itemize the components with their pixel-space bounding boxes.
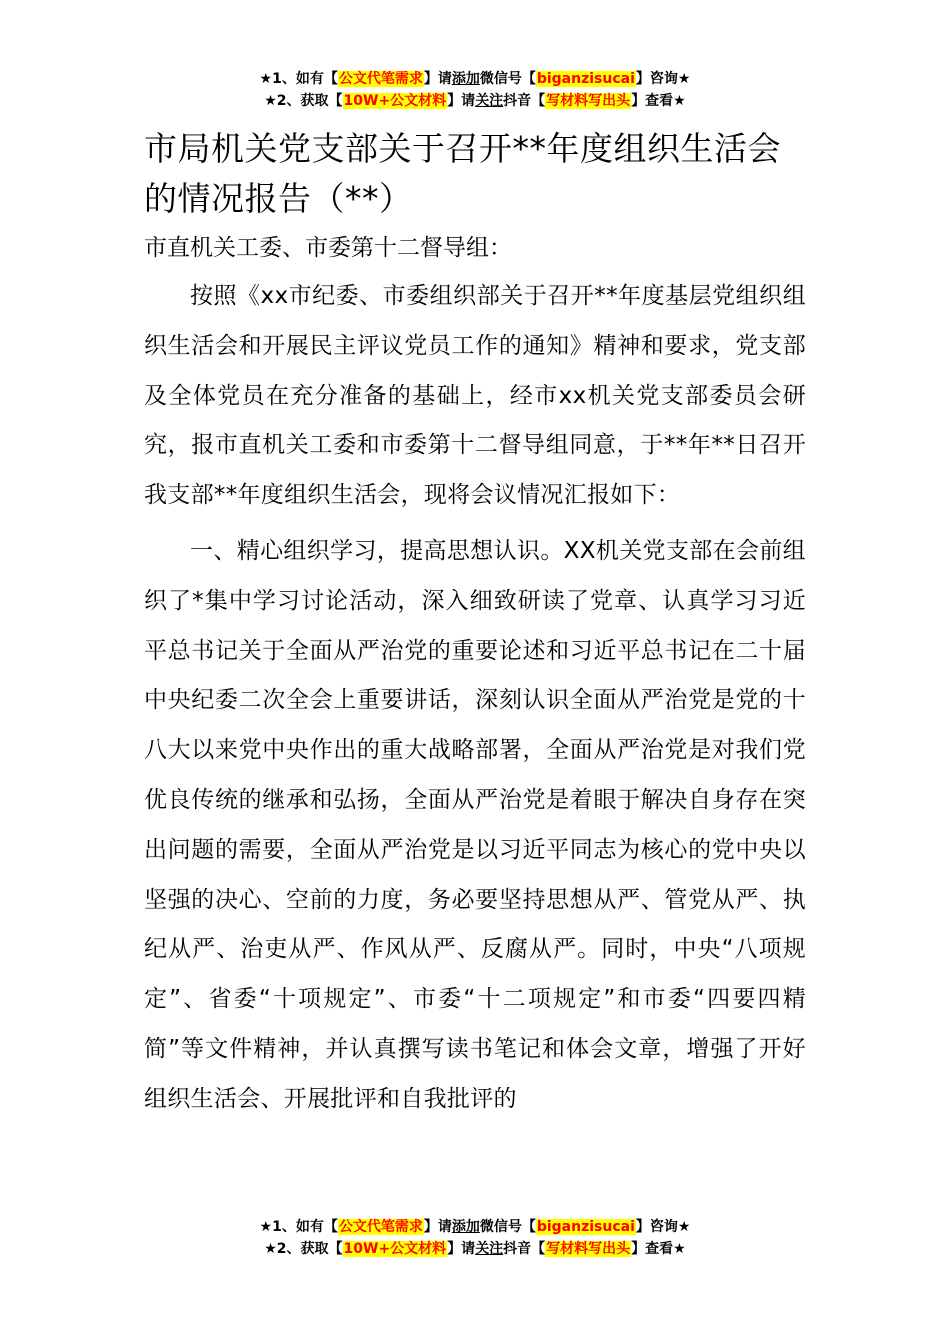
promo-text: ★1、如有【 <box>259 1219 338 1235</box>
promo-text: ★1、如有【 <box>259 71 338 87</box>
document-body <box>144 124 806 1125</box>
paragraph-intro: 按照《xx市纪委、市委组织部关于召开**年度基层党组织组织生活会和开展民主评议党员工作的通知》精神和要求，党支部及全体党员在充分准备的基础上，经市xx机关党支部委员会研究，报市直机关工委和市委第十二督导组同意，于**年**日召开我支部**年度组织生活会，现将会议情况汇报如下： <box>144 283 806 509</box>
promo-text: 微信号【 <box>479 71 536 87</box>
promo-text: 】请 <box>447 1241 476 1257</box>
promo-text: ★2、获取【 <box>264 1241 343 1257</box>
promo-line-1 <box>0 1216 950 1238</box>
promo-line-1 <box>0 68 950 90</box>
promo-text: 】请 <box>423 71 452 87</box>
promo-highlight: biganzisucai <box>536 71 635 87</box>
promo-text: ★2、获取【 <box>264 93 343 109</box>
promo-line-2 <box>0 1238 950 1260</box>
promo-underlined-text: 关注 <box>475 93 504 109</box>
promo-text: 】查看★ <box>631 93 686 109</box>
promo-text: 微信号【 <box>479 1219 536 1235</box>
promo-highlight: 公文代笔需求 <box>338 71 423 87</box>
document-title: 市局机关党支部关于召开**年度组织生活会的情况报告（**） <box>144 129 781 218</box>
salutation: 市直机关工委、市委第十二督导组： <box>144 235 512 261</box>
promo-highlight: 公文代笔需求 <box>338 1219 423 1235</box>
promo-text: 】咨询★ <box>635 1219 691 1235</box>
promo-underlined-text: 添加 <box>451 71 480 87</box>
promo-underlined-text: 关注 <box>475 1241 504 1257</box>
promo-banner-top <box>0 68 950 112</box>
promo-banner-bottom <box>0 1216 950 1260</box>
promo-highlight: 写材料写出头 <box>546 93 631 109</box>
promo-line-2 <box>0 90 950 112</box>
paragraph-section-1: 一、精心组织学习，提高思想认识。XX机关党支部在会前组织了*集中学习讨论活动，深入细致研读了党章、认真学习习近平总书记关于全面从严治党的重要论述和习近平总书记在二十届中央纪委二次全会上重要讲话，深刻认识全面从严治党是党的十八大以来党中央作出的重大战略部署，全面从严治党是对我们党优良传统的继承和弘扬，全面从严治党是着眼于解决自身存在突出问题的需要，全面从严治党是以习近平同志为核心的党中央以坚强的决心、空前的力度，务必要坚持思想从严、管党从严、执纪从严、治吏从严、作风从严、反腐从严。同时，中央“八项规定”、省委“十项规定”、市委“十二项规定”和市委“四要四精简”等文件精神，并认真撰写读书笔记和体会文章，增强了开好组织生活会、开展批评和自我批评的 <box>144 537 806 1112</box>
promo-underlined-text: 添加 <box>451 1219 480 1235</box>
promo-highlight: 10W+公文材料 <box>343 93 447 109</box>
promo-highlight: 10W+公文材料 <box>343 1241 447 1257</box>
promo-highlight: biganzisucai <box>536 1219 635 1235</box>
promo-highlight: 写材料写出头 <box>546 1241 631 1257</box>
promo-text: 抖音【 <box>503 1241 546 1257</box>
promo-text: 抖音【 <box>503 93 546 109</box>
promo-text: 】请 <box>447 93 476 109</box>
promo-text: 】查看★ <box>631 1241 686 1257</box>
promo-text: 】咨询★ <box>635 71 691 87</box>
promo-text: 】请 <box>423 1219 452 1235</box>
